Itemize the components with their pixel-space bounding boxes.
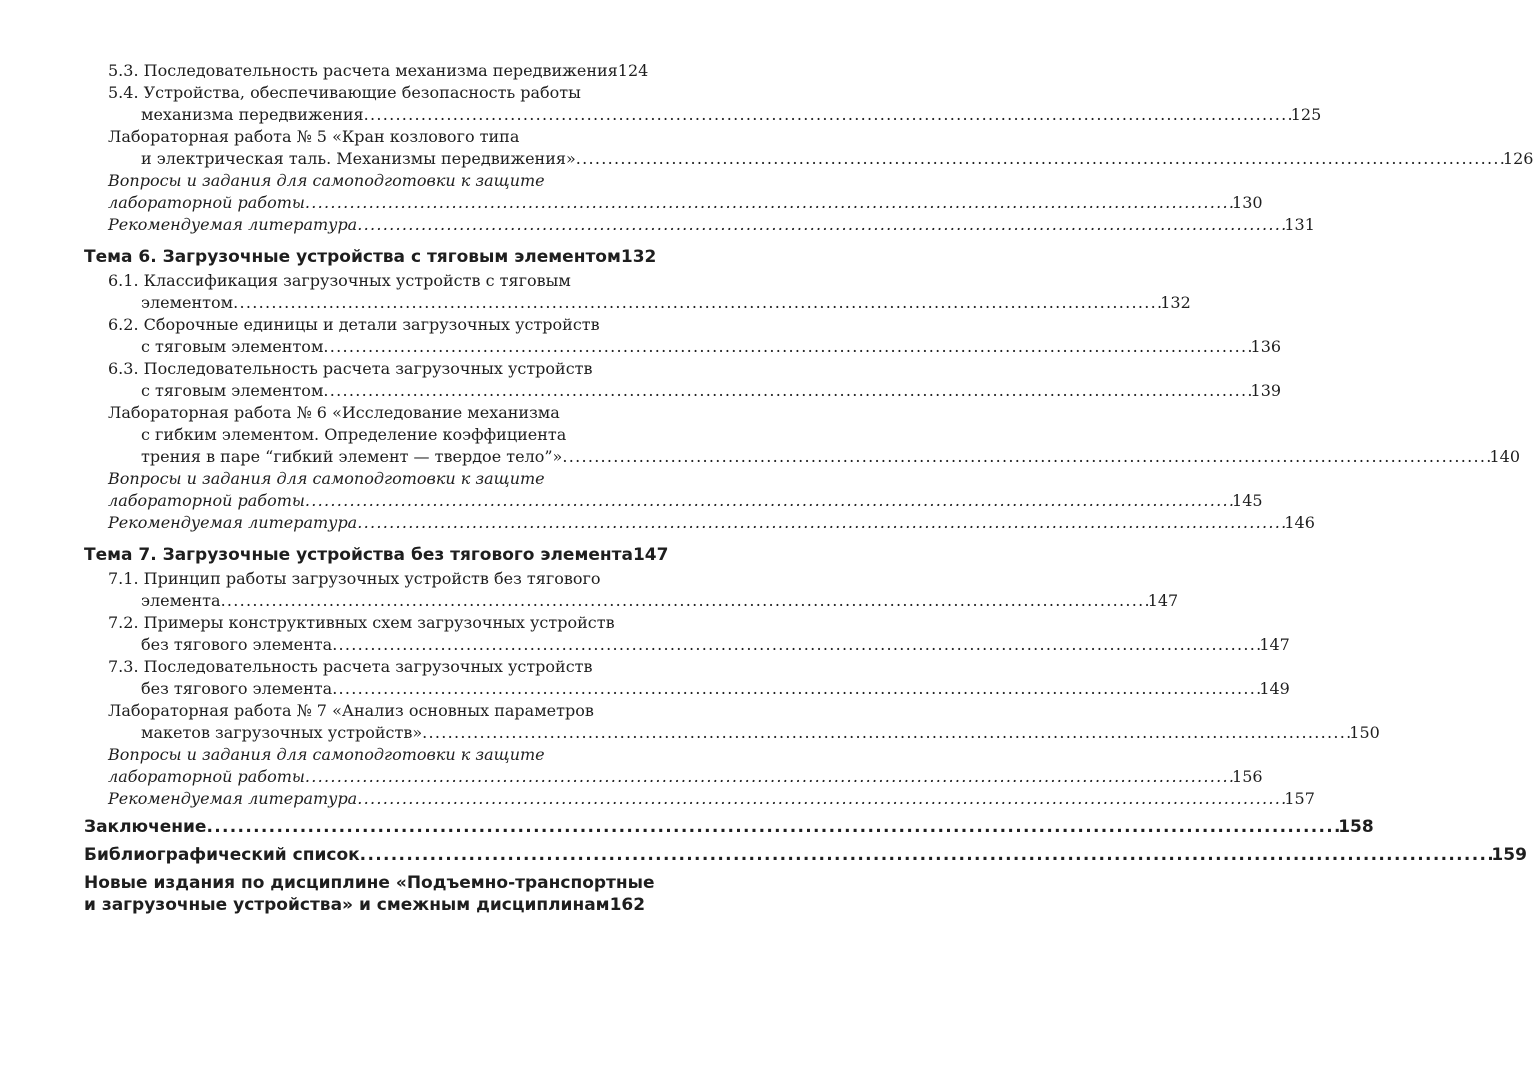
toc-heading-topic-7: Тема 7. Загрузочные устройства без тягового элемента 147 (84, 545, 669, 565)
toc-entry-6-2-cont: с тяговым элементом . . . 136 (141, 336, 643, 358)
toc-entry-questions-7: Вопросы и задания для самоподготовки к защите (108, 745, 545, 764)
toc-entry-questions-7-cont: лабораторной работы . . . 156 (108, 766, 643, 788)
toc-entry-7-3: 7.3. Последовательность расчета загрузочных устройств (108, 657, 593, 676)
toc-entry-6-2: 6.2. Сборочные единицы и детали загрузочных устройств (108, 315, 600, 334)
toc-entry-7-2: 7.2. Примеры конструктивных схем загрузочных устройств (108, 613, 615, 632)
toc-entry-7-1-cont: элемента . . . 147 (141, 590, 643, 612)
toc-entry-literature-7: Рекомендуемая литература . . . 157 (108, 788, 643, 810)
toc-entry-5-4: 5.4. Устройства, обеспечивающие безопасность работы (108, 83, 581, 102)
toc-entry-7-1: 7.1. Принцип работы загрузочных устройств без тягового (108, 569, 601, 588)
toc-entry-literature-6: Рекомендуемая литература . . . 146 (108, 512, 643, 534)
toc-entry-5-4-cont: механизма передвижения . . . 125 (141, 104, 643, 126)
toc-entry-6-1-cont: элементом . . . 132 (141, 292, 643, 314)
toc-entry-7-2-cont: без тягового элемента . . . 147 (141, 634, 643, 656)
toc-entry-questions-5: Вопросы и задания для самоподготовки к защите (108, 171, 545, 190)
toc-entry-7-3-cont: без тягового элемента . . . 149 (141, 678, 643, 700)
toc-entry-questions-6-cont: лабораторной работы . . . 145 (108, 490, 643, 512)
toc-entry-lab-6-cont-2: трения в паре “гибкий элемент — твердое тело”» . . . 140 (141, 446, 643, 468)
toc-heading-topic-6: Тема 6. Загрузочные устройства с тяговым элементом 132 (84, 247, 657, 267)
toc-entry-lab-6: Лабораторная работа № 6 «Исследование механизма (108, 403, 560, 422)
toc-entry-6-3-cont: с тяговым элементом . . . 139 (141, 380, 643, 402)
toc-heading-new-editions: Новые издания по дисциплине «Подъемно-транспортные (84, 873, 655, 893)
toc-entry-lab-6-cont: с гибким элементом. Определение коэффициента (141, 425, 567, 444)
toc-entry-5-3: 5.3. Последовательность расчета механизма передвижения 124 (108, 61, 649, 80)
toc-entry-questions-6: Вопросы и задания для самоподготовки к защите (108, 469, 545, 488)
toc-entry-literature-5: Рекомендуемая литература . . . 131 (108, 214, 643, 236)
toc-heading-conclusion: Заключение . . . 158 (84, 814, 643, 840)
toc-entry-lab-5: Лабораторная работа № 5 «Кран козлового типа (108, 127, 520, 146)
toc-entry-6-3: 6.3. Последовательность расчета загрузочных устройств (108, 359, 593, 378)
toc-entry-6-1: 6.1. Классификация загрузочных устройств с тяговым (108, 271, 571, 290)
toc-entry-lab-7-cont: макетов загрузочных устройств» . . . 150 (141, 722, 643, 744)
toc-heading-bibliography: Библиографический список . . . 159 (84, 842, 643, 868)
toc-heading-new-editions-cont: и загрузочные устройства» и смежным дисциплинам 162 (84, 895, 646, 915)
toc-entry-lab-7: Лабораторная работа № 7 «Анализ основных параметров (108, 701, 594, 720)
toc-entry-lab-5-cont: и электрическая таль. Механизмы передвижения» . . . 126 (141, 148, 643, 170)
toc-entry-questions-5-cont: лабораторной работы . . . 130 (108, 192, 643, 214)
